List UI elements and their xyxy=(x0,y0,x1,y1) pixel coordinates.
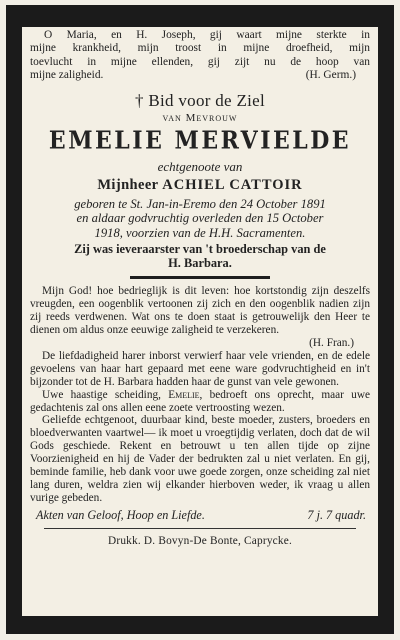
van-mevrouw: van Mevrouw xyxy=(162,111,238,124)
prayer-line: toevlucht in mijne ellenden, gij zijt nu de hoop van xyxy=(30,55,370,68)
echtgenoote-van: echtgenoote van xyxy=(157,158,243,174)
paragraph-3-start: Uwe haastige scheiding, xyxy=(42,388,161,401)
paragraph-3-rest: , bedroeft ons oprecht, maar uwe gedachtenis zal ons allen eene zoete vertroosting wezen. xyxy=(30,388,370,414)
printer-credit: Drukk. D. Bovyn-De Bonte, Caprycke. xyxy=(108,534,292,547)
paragraph-4: Geliefde echtgenoot, duurbaar kind, beste moeder, zusters, broeders en bloedverwanten vaartwel— ik moet u vroegtijdig verlaten, doch dat de wil Gods geschiede. Rekent en betrouwt u ten allen tijde op zijne Voorzienigheid en hij de Vader der bedrukten zal u niet verlaten. En gij, beminde familie, heb dank voor uwe goede zorgen, onze scheiding zal niet lang duren, weldra zien wij elkander hierboven weder, ik vraag u allen vurige gebeden. xyxy=(30,414,370,504)
prayer-line: O Maria, en H. Joseph, gij waart mijne sterkte in xyxy=(44,29,370,41)
paragraph-2: De liefdadigheid harer inborst verwierf haar vele vrienden, en de edele gevoelens van haar hart gepaard met eene ware godvruchtigheid en in't bijzonder tot de H. Barbara hadden haar de gunst van vele gewonen. xyxy=(30,349,370,388)
prayer-line-last xyxy=(30,69,370,82)
prayer-source: (H. Germ.) xyxy=(305,69,356,82)
birth-death-info xyxy=(30,197,370,241)
paragraph-3 xyxy=(30,389,370,415)
akten-line xyxy=(30,508,370,523)
mijnheer-label: Mijnheer xyxy=(97,176,159,193)
akten-indulgence: 7 j. 7 quadr. xyxy=(307,507,366,522)
black-mourning-border xyxy=(6,5,394,634)
bid-text: Bid voor de Ziel xyxy=(148,90,266,110)
deceased-name: EMELIE MERVIELDE xyxy=(48,126,352,155)
divider-rule xyxy=(130,276,270,279)
akten-text: Akten van Geloof, Hoop en Liefde. xyxy=(36,507,205,522)
paragraph-1-text: Mijn God! hoe bedrieglijk is dit leven: hoe kortstondig zijn deszelfs vreugden, een oogenblik vertoonen zij zich en den oogenblik nadien zijn zij reeds verdwenen. Wat ons te doen staat is getrouwelijk den Heer te dienen om aldus onze eeuwige zaligheid te verzekeren. xyxy=(30,285,370,337)
footer-rule xyxy=(44,528,356,529)
paragraph-1 xyxy=(30,285,370,350)
born-line: 1918, voorzien van de H.H. Sacramenten. xyxy=(94,225,306,240)
broederschap-info xyxy=(30,242,370,270)
broeder-line: Zij was ieveraarster van 't broederschap van de xyxy=(74,242,326,257)
born-line: geboren te St. Jan-in-Eremo den 24 October 1891 xyxy=(74,196,326,211)
memorial-text xyxy=(30,285,370,504)
prayer-last-text: mijne zaligheid. xyxy=(30,69,104,82)
husband-name: ACHIEL CATTOIR xyxy=(162,176,303,193)
broeder-line: H. Barbara. xyxy=(168,256,232,271)
prayer-line: mijne krankheid, mijn troost in mijne droefheid, mijn xyxy=(30,42,370,55)
opening-prayer xyxy=(30,29,370,83)
born-line: en aldaar godvruchtig overleden den 15 October xyxy=(76,211,324,226)
paragraph-1-source: (H. Fran.) xyxy=(309,337,354,350)
card-content xyxy=(30,27,370,616)
cross-icon: † xyxy=(134,90,144,110)
bid-heading xyxy=(30,91,370,111)
husband xyxy=(30,177,370,194)
paragraph-3-name: Emelie xyxy=(168,388,200,401)
